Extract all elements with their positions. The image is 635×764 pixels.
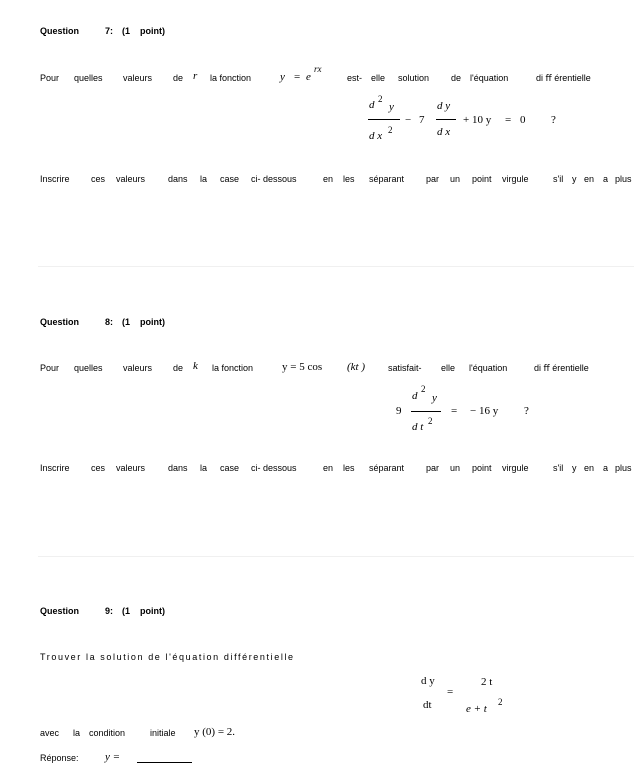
prompt-word: quelles — [74, 363, 103, 373]
prompt-word: satisfait- — [388, 363, 422, 373]
prompt-word: valeurs — [123, 363, 153, 373]
eq-num-var: y — [389, 101, 394, 113]
question-number: 9: — [105, 606, 114, 616]
eq-coef: 7 — [419, 114, 425, 126]
eq-rhs: − 16 y — [470, 405, 499, 417]
instr-word: case — [220, 463, 240, 473]
fraction-bar — [436, 119, 456, 120]
points-unit: point) — [140, 317, 165, 327]
eq-den-exp: 2 — [428, 416, 433, 426]
answer-label: Réponse: — [40, 753, 79, 763]
eq-equals: = — [505, 114, 512, 126]
prompt-word: la fonction — [212, 363, 254, 373]
instr-word: les — [343, 174, 355, 184]
instr-word: y — [572, 463, 577, 473]
prompt-word: Pour — [40, 363, 60, 373]
eq-num-d: d — [369, 99, 375, 111]
instr-word: les — [343, 463, 355, 473]
instr-word: ci- dessous — [251, 463, 297, 473]
instr-word: valeurs — [116, 463, 146, 473]
eq-num-exp: 2 — [421, 384, 426, 394]
function-base: e — [306, 71, 311, 83]
eq-num2: d y — [437, 100, 451, 112]
instr-word: Inscrire — [40, 174, 70, 184]
prompt-word: est- — [347, 73, 363, 83]
condition-word: avec — [40, 728, 60, 738]
instr-word: un — [450, 174, 461, 184]
prompt-word: l'équation — [470, 73, 509, 83]
eq-num-exp: 2 — [378, 94, 383, 104]
points-value: (1 — [122, 317, 131, 327]
condition-word: la — [73, 728, 81, 738]
instr-word: virgule — [502, 463, 529, 473]
points-unit: point) — [140, 26, 165, 36]
eq-equals: = — [451, 405, 458, 417]
section-divider — [38, 266, 634, 267]
instr-word: en — [323, 174, 334, 184]
instr-word: séparant — [369, 463, 405, 473]
instr-word: la — [200, 174, 208, 184]
prompt-word: l'équation — [469, 363, 508, 373]
eq-lhs-den: dt — [423, 699, 432, 711]
answer-prefix: y = — [105, 751, 121, 763]
question-number: 8: — [105, 317, 114, 327]
eq-lhs-num: d y — [421, 675, 435, 687]
instr-word: en — [323, 463, 334, 473]
question-label: Question — [40, 606, 80, 616]
instr-word: s'il — [553, 463, 564, 473]
function-argument: (kt ) — [347, 361, 366, 373]
instr-word: point — [472, 174, 492, 184]
question-number: 7: — [105, 26, 114, 36]
eq-minus: − — [405, 114, 412, 126]
math-variable-r: r — [193, 70, 198, 82]
prompt-word: di ﬀ érentielle — [534, 363, 589, 373]
instr-word: y — [572, 174, 577, 184]
eq-question-mark: ? — [524, 405, 529, 417]
instr-word: plus — [615, 463, 632, 473]
instr-word: dans — [168, 463, 188, 473]
instr-word: par — [426, 463, 440, 473]
instr-word: a — [603, 463, 609, 473]
fraction-bar — [368, 119, 400, 120]
instr-word: dans — [168, 174, 188, 184]
instr-word: un — [450, 463, 461, 473]
question-label: Question — [40, 317, 80, 327]
points-value: (1 — [122, 26, 131, 36]
eq-den: d x — [369, 130, 383, 142]
prompt-word: la fonction — [210, 73, 252, 83]
condition-word: condition — [89, 728, 126, 738]
points-value: (1 — [122, 606, 131, 616]
prompt-word: de — [173, 363, 184, 373]
eq-num-var: y — [432, 392, 437, 404]
instr-word: ci- dessous — [251, 174, 297, 184]
eq-rhs-den: e + t — [466, 703, 487, 715]
prompt-word: Pour — [40, 73, 60, 83]
instr-word: plus — [615, 174, 632, 184]
function-exponent: rx — [314, 64, 322, 74]
instr-word: virgule — [502, 174, 529, 184]
instr-word: la — [200, 463, 208, 473]
prompt-word: valeurs — [123, 73, 153, 83]
eq-den2: d x — [437, 126, 451, 138]
answer-input[interactable] — [137, 762, 192, 763]
points-unit: point) — [140, 606, 165, 616]
instr-word: valeurs — [116, 174, 146, 184]
instr-word: a — [603, 174, 609, 184]
instr-word: en — [584, 463, 595, 473]
condition-word: initiale — [150, 728, 176, 738]
eq-rhs: 0 — [520, 114, 526, 126]
function-lhs: y — [280, 71, 285, 83]
instr-word: s'il — [553, 174, 564, 184]
instr-word: case — [220, 174, 240, 184]
prompt-word: di ﬀ érentielle — [536, 73, 591, 83]
instr-word: en — [584, 174, 595, 184]
prompt-word: de — [451, 73, 462, 83]
section-divider — [38, 556, 634, 557]
eq-num-d: d — [412, 390, 418, 402]
eq-equals: = — [447, 686, 454, 698]
instr-word: ces — [91, 463, 106, 473]
instr-word: séparant — [369, 174, 405, 184]
math-variable-k: k — [193, 360, 198, 372]
instr-word: par — [426, 174, 440, 184]
prompt-word: quelles — [74, 73, 103, 83]
prompt-word: de — [173, 73, 184, 83]
question-label: Question — [40, 26, 80, 36]
eq-den-exp: 2 — [388, 125, 393, 135]
prompt-text: Trouver la solution de l'équation différentielle — [40, 652, 295, 662]
eq-den: d t — [412, 421, 424, 433]
instr-word: ces — [91, 174, 106, 184]
prompt-word: elle — [441, 363, 456, 373]
eq-plus-term: + 10 y — [463, 114, 492, 126]
function-equals: = — [294, 71, 301, 83]
eq-rhs-num: 2 t — [481, 676, 493, 688]
instr-word: Inscrire — [40, 463, 70, 473]
instr-word: point — [472, 463, 492, 473]
prompt-word: solution — [398, 73, 430, 83]
function-expression: y = 5 cos — [282, 361, 323, 373]
initial-condition: y (0) = 2. — [194, 726, 236, 738]
eq-coef: 9 — [396, 405, 402, 417]
prompt-word: elle — [371, 73, 386, 83]
fraction-bar — [411, 411, 441, 412]
eq-question-mark: ? — [551, 114, 556, 126]
eq-rhs-den-exp: 2 — [498, 697, 503, 707]
